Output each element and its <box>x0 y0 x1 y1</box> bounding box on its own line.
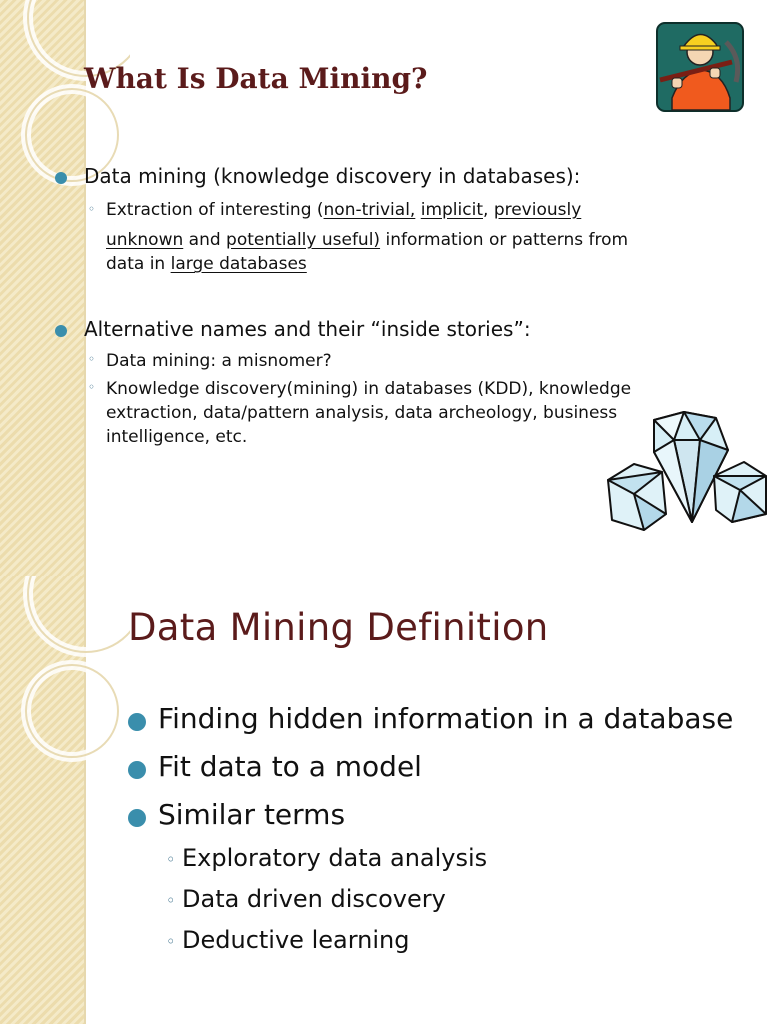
underlined-term: previously <box>493 200 582 220</box>
sub-bullet-text: Exploratory data analysis <box>182 844 488 872</box>
sidebar-edge <box>84 576 86 1024</box>
bullet-dot-icon <box>128 809 146 827</box>
diamonds-clipart-icon <box>604 410 768 536</box>
ring-bullet-icon: ◦ <box>166 850 176 869</box>
ring-bullet-icon: ◦ <box>88 352 96 366</box>
bullet-text: Fit data to a model <box>158 750 422 783</box>
ring-bullet-icon: ◦ <box>166 932 176 951</box>
bullet-text: Alternative names and their “inside stories”: <box>84 317 531 341</box>
page-title: What Is Data Mining? <box>84 62 428 95</box>
bullet-dot-icon <box>128 713 146 731</box>
ring-bullet-icon: ◦ <box>166 891 176 910</box>
sub-bullet-line: Knowledge discovery(mining) in databases (KDD), knowledge <box>106 379 632 399</box>
text-segment: Extraction of interesting ( <box>106 200 324 220</box>
sub-bullet-text: Data driven discovery <box>182 885 446 913</box>
text-segment: and <box>183 230 227 250</box>
sub-bullet-text <box>106 377 631 449</box>
bullet-text: Finding hidden information in a database <box>158 702 734 735</box>
text-segment: data in <box>106 254 171 274</box>
slide-data-mining-definition <box>0 576 768 1024</box>
underlined-term: potentially useful) <box>226 230 381 250</box>
sub-bullet-line: intelligence, etc. <box>106 427 248 447</box>
bullet-text: Similar terms <box>158 798 346 831</box>
sidebar-texture <box>0 0 84 576</box>
sub-bullet-text <box>106 198 666 276</box>
miner-clipart-icon <box>656 22 744 112</box>
text-segment: information or patterns from <box>380 230 629 250</box>
sub-bullet-line: extraction, data/pattern analysis, data archeology, business <box>106 403 618 423</box>
sub-bullet-text: Deductive learning <box>182 926 410 954</box>
ring-bullet-icon: ◦ <box>88 380 96 394</box>
bullet-text: Data mining (knowledge discovery in databases): <box>84 164 581 188</box>
sub-bullet-text: Data mining: a misnomer? <box>106 351 332 371</box>
slide-title: Data Mining Definition <box>128 606 549 649</box>
underlined-term: implicit <box>420 200 483 220</box>
underlined-term: unknown <box>106 230 184 250</box>
text-segment: , <box>483 200 494 220</box>
bullet-dot-icon <box>128 761 146 779</box>
ring-bullet-icon: ◦ <box>88 202 96 216</box>
sidebar-texture <box>0 576 84 1024</box>
bullet-dot-icon <box>55 172 67 184</box>
underlined-term: large databases <box>170 254 307 274</box>
underlined-term: non-trivial, <box>323 200 416 220</box>
bullet-dot-icon <box>55 325 67 337</box>
